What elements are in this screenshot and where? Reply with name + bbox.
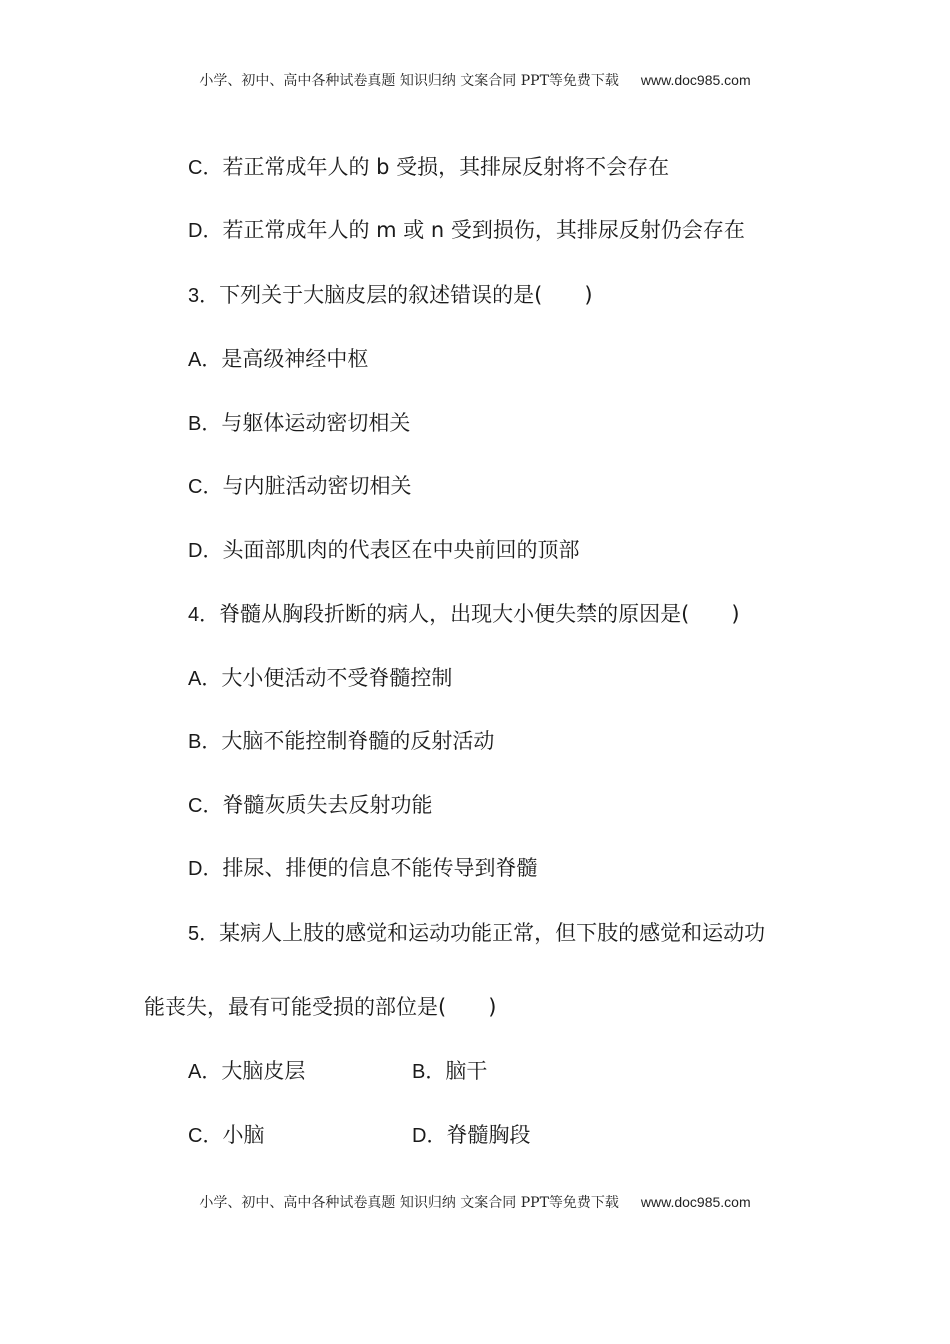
q5-option-d [412, 1125, 530, 1146]
option-text: 与内脏活动密切相关 [222, 474, 412, 498]
option-text: 大小便活动不受脊髓控制 [221, 666, 453, 690]
option-text: 排尿、排便的信息不能传导到脊髓 [222, 856, 538, 880]
option-text: 头面部肌肉的代表区在中央前回的顶部 [222, 538, 580, 562]
q5-option-c [188, 1125, 264, 1146]
q3-option-c [188, 476, 411, 497]
option-text: 脊髓灰质失去反射功能 [222, 793, 433, 817]
q3-option-d [188, 540, 579, 561]
option-label: B． [412, 1061, 446, 1083]
q4-option-d [188, 858, 537, 879]
option-label: C． [188, 157, 223, 179]
question-text: 脊髓从胸段折断的病人，出现大小便失禁的原因是( ) [219, 602, 740, 626]
q4-stem [188, 604, 740, 625]
question-number: 4． [188, 604, 220, 626]
q3-option-b [188, 413, 410, 434]
q4-option-c [188, 795, 432, 816]
option-label: C． [188, 795, 223, 817]
option-label: B． [188, 413, 222, 435]
q5-option-a [188, 1061, 305, 1082]
option-label: D． [412, 1125, 447, 1147]
q2-option-c [188, 157, 669, 178]
header-text: 小学、初中、高中各种试卷真题 知识归纳 文案合同 PPT等免费下载 [199, 73, 619, 89]
option-text: 若正常成年人的 m 或 n 受到损伤，其排尿反射仍会存在 [222, 218, 745, 242]
q4-option-b [188, 731, 494, 752]
q5-stem [188, 923, 765, 944]
q5-stem-continuation [144, 997, 496, 1018]
option-label: D． [188, 540, 223, 562]
option-label: C． [188, 1125, 223, 1147]
header-site-link[interactable]: www.doc985.com [640, 72, 751, 88]
footer-text: 小学、初中、高中各种试卷真题 知识归纳 文案合同 PPT等免费下载 [199, 1195, 619, 1211]
option-text: 大脑不能控制脊髓的反射活动 [221, 729, 495, 753]
question-number: 5． [188, 923, 220, 945]
question-text: 某病人上肢的感觉和运动功能正常，但下肢的感觉和运动功 [219, 921, 766, 945]
q3-option-a [188, 349, 368, 370]
option-label: C． [188, 476, 223, 498]
q5-option-b [412, 1061, 487, 1082]
q4-option-a [188, 668, 452, 689]
question-text: 下列关于大脑皮层的叙述错误的是( ) [219, 283, 593, 307]
question-number: 3． [188, 285, 220, 307]
option-text: 与躯体运动密切相关 [221, 411, 411, 435]
option-label: B． [188, 731, 222, 753]
option-label: A． [188, 668, 222, 690]
option-label: A． [188, 1061, 222, 1083]
question-text: 能丧失，最有可能受损的部位是( ) [144, 995, 497, 1019]
option-label: D． [188, 220, 223, 242]
q3-stem [188, 285, 593, 306]
footer-site-link[interactable]: www.doc985.com [640, 1194, 751, 1210]
option-text: 脊髓胸段 [446, 1123, 531, 1147]
option-text: 是高级神经中枢 [221, 347, 369, 371]
option-text: 小脑 [222, 1123, 265, 1147]
option-label: A． [188, 349, 222, 371]
option-text: 大脑皮层 [221, 1059, 306, 1083]
page-footer [0, 1192, 950, 1212]
option-text: 若正常成年人的 b 受损，其排尿反射将不会存在 [222, 155, 670, 179]
page-header [0, 70, 950, 90]
option-text: 脑干 [445, 1059, 488, 1083]
q2-option-d [188, 220, 745, 241]
option-label: D． [188, 858, 223, 880]
